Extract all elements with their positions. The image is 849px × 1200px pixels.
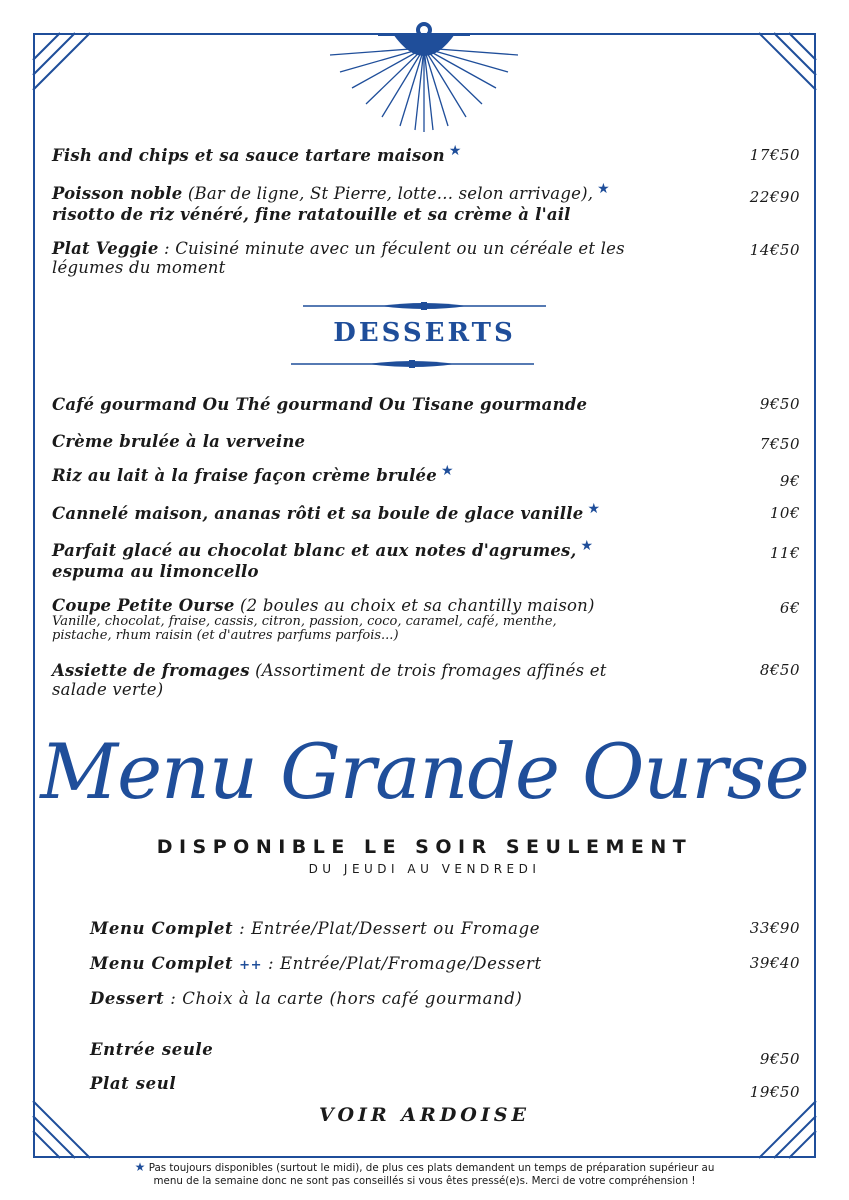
star-icon: ★ [580,538,594,554]
desserts-divider-top [303,302,546,310]
dessert-item-fromages [52,661,800,699]
single-price: 9€50 [759,1050,800,1068]
dessert-item [52,463,800,490]
item-detail: (2 boules au choix et sa chantilly maison) [234,596,595,615]
menu-item-fish-and-chips [52,143,800,167]
menu-days: DU JEUDI AU VENDREDI [308,862,541,876]
desserts-heading: DESSERTS [333,318,516,348]
item-flavors-2: pistache, rhum raisin (et d'autres parfums parfois...) [52,628,399,643]
item-detail: (Assortiment de trois fromages affinés et [249,661,607,680]
star-icon: ★ [597,181,610,197]
menu-formula [90,954,800,973]
item-line2: légumes du moment [52,258,226,277]
item-title: Crème brulée à la verveine [52,432,306,451]
item-price: 6€ [779,599,800,617]
formula-text: : Entrée/Plat/Fromage/Dessert [262,954,542,973]
menu-item-poisson-noble [52,181,800,224]
item-price: 7€50 [759,435,800,453]
item-line2: salade verte) [52,680,164,699]
voir-ardoise: VOIR ARDOISE [319,1104,530,1126]
item-price: 10€ [769,504,800,522]
formula-price: 39€40 [749,954,800,972]
item-price: 17€50 [749,146,800,164]
star-icon: ★ [448,143,462,159]
item-title: Cannelé maison, ananas rôti et sa boule de glace vanille [52,504,584,523]
item-title: Poisson noble [52,184,183,203]
footnote-line2: menu de la semaine donc ne sont pas conseillés si vous êtes pressé(e)s. Merci de votre compréhension ! [153,1175,696,1187]
dessert-item [52,538,800,581]
dessert-item [52,395,800,414]
single-item [90,1040,800,1068]
menu-formula [90,989,800,1008]
sunburst-ornament [330,22,518,132]
dessert-item [52,501,800,525]
menu-availability: DISPONIBLE LE SOIR SEULEMENT [156,836,693,858]
footnote [20,1161,829,1188]
single-label: Entrée seule [90,1040,214,1059]
item-price: 9€ [779,472,800,490]
menu-item-plat-veggie [52,239,800,277]
menu-title: Menu Grande Ourse [40,727,809,816]
item-line2: risotto de riz vénéré, fine ratatouille et sa crème à l'ail [52,205,571,224]
item-title: Fish and chips et sa sauce tartare maison [52,146,445,165]
item-title: Café gourmand Ou Thé gourmand Ou Tisane gourmande [52,395,588,414]
item-price: 14€50 [749,241,800,259]
item-title: Riz au lait à la fraise façon crème brulée [52,466,437,485]
menu-formula [90,919,800,938]
footnote-line1: Pas toujours disponibles (surtout le midi), de plus ces plats demandent un temps de préparation supérieur au [148,1162,715,1174]
formula-price: 33€90 [749,919,800,937]
single-item [90,1074,800,1101]
item-price: 22€90 [749,188,800,206]
star-icon: ★ [134,1160,146,1174]
item-line2: espuma au limoncello [52,562,259,581]
item-flavors-1: Vanille, chocolat, fraise, cassis, citron, passion, coco, caramel, café, menthe, [52,614,557,629]
single-price: 19€50 [749,1083,800,1101]
single-label: Plat seul [90,1074,177,1093]
item-title: Plat Veggie [52,239,159,258]
formula-label: Menu Complet [90,954,234,973]
item-title: Coupe Petite Ourse [52,596,235,615]
formula-text: : Choix à la carte (hors café gourmand) [164,989,523,1008]
formula-label: Dessert [90,989,165,1008]
formula-label: Menu Complet [90,919,234,938]
item-detail: (Bar de ligne, St Pierre, lotte... selon arrivage), [182,184,594,203]
item-title: Assiette de fromages [52,661,250,680]
item-title: Parfait glacé au chocolat blanc et aux notes d'agrumes, [52,541,577,560]
dessert-item-coupe [52,596,800,643]
star-icon: ★ [587,501,601,517]
formula-plus: ++ [239,958,263,973]
desserts-divider-bottom [291,360,534,368]
formula-text: : Entrée/Plat/Dessert ou Fromage [233,919,541,938]
item-price: 9€50 [759,395,800,413]
item-price: 11€ [769,544,800,562]
dessert-item [52,432,800,451]
item-price: 8€50 [759,661,800,679]
item-detail: : Cuisiné minute avec un féculent ou un céréale et les [158,239,625,258]
star-icon: ★ [440,463,454,479]
